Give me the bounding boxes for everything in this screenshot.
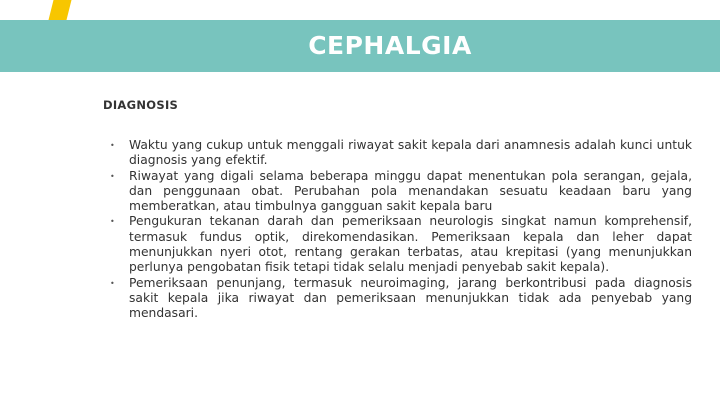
section-heading: DIAGNOSIS (103, 98, 179, 112)
list-item (110, 169, 692, 215)
accent-shape (48, 0, 74, 22)
bullet-icon: • (110, 278, 115, 288)
bullet-text: Waktu yang cukup untuk menggali riwayat sakit kepala dari anamnesis adalah kunci untuk diagnosis yang efektif. (129, 138, 692, 168)
slide-title: CEPHALGIA (308, 31, 472, 60)
bullet-icon: • (110, 217, 115, 227)
list-item (110, 276, 692, 322)
bullet-list (110, 138, 692, 322)
title-bar (0, 20, 720, 72)
bullet-text: Riwayat yang digali selama beberapa minggu dapat menentukan pola serangan, gejala, dan penggunaan obat. Perubahan pola menandakan sesuatu keadaan baru yang memberatkan, atau timbulnya gangguan sakit kepala baru (129, 168, 692, 214)
bullet-text: Pemeriksaan penunjang, termasuk neuroimaging, jarang berkontribusi pada diagnosis sakit kepala jika riwayat dan pemeriksaan menunjukkan tidak ada penyebab yang mendasari. (129, 275, 692, 321)
list-item (110, 214, 692, 275)
bullet-text: Pengukuran tekanan darah dan pemeriksaan neurologis singkat namun komprehensif, termasuk fundus optik, direkomendasikan. Pemeriksaan kepala dan leher dapat menunjukkan nyeri otot, rentang gerakan terbatas, atau krepitasi (yang menunjukkan perlunya pengobatan fisik tetapi tidak selalu menjadi penyebab sakit kepala). (129, 214, 692, 275)
list-item (110, 138, 692, 169)
bullet-icon: • (110, 171, 115, 181)
bullet-icon: • (110, 141, 115, 150)
